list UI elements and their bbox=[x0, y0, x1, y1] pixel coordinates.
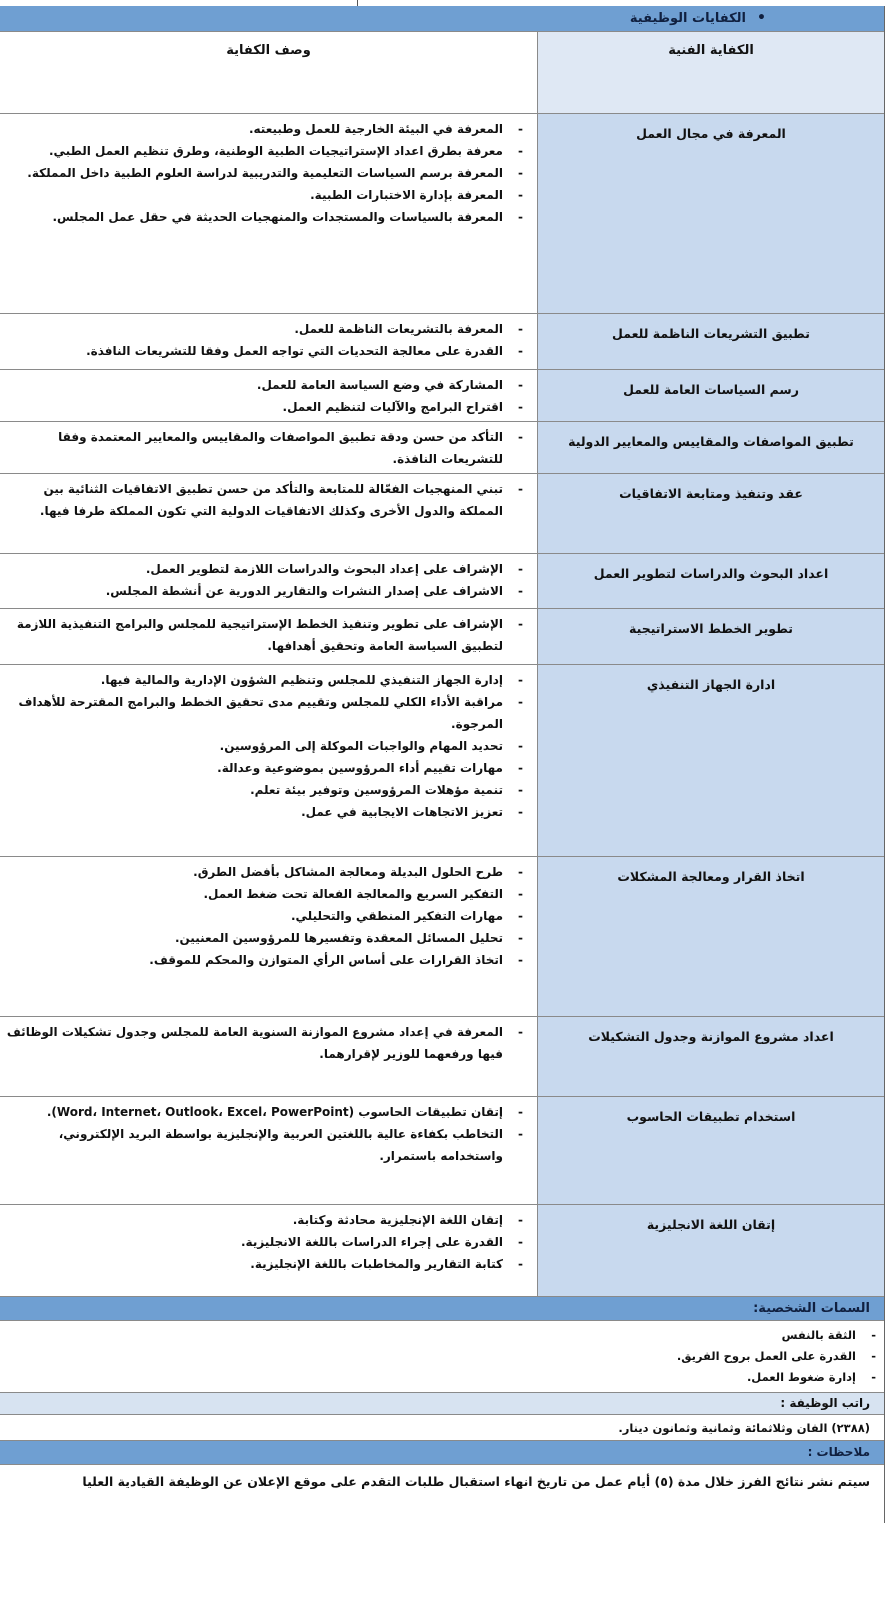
table-row bbox=[0, 857, 884, 1017]
table-row bbox=[0, 314, 884, 370]
competency-sheet bbox=[0, 6, 885, 1523]
traits-list bbox=[0, 1321, 884, 1393]
table-row bbox=[0, 370, 884, 422]
skill-description bbox=[0, 114, 537, 313]
skill-name: عقد وتنفيذ ومتابعة الاتفاقيات bbox=[537, 474, 884, 553]
column-header-description: وصف الكفاية bbox=[226, 43, 311, 58]
list-item: - المعرفة بإدارة الاختبارات الطبية. bbox=[6, 184, 531, 206]
list-item: - التفكير السريع والمعالجة الفعالة تحت ضغط العمل. bbox=[6, 883, 531, 905]
notes-title: ملاحظات : bbox=[807, 1445, 870, 1459]
skill-description bbox=[0, 422, 537, 473]
skill-name: إتقان اللغة الانجليزية bbox=[537, 1205, 884, 1296]
list-item: - كتابة التقارير والمخاطبات باللغة الإنجليزية. bbox=[6, 1253, 531, 1275]
table-row bbox=[0, 474, 884, 554]
traits-title: السمات الشخصية: bbox=[753, 1301, 870, 1316]
salary-text: (٢٣٨٨) الفان وثلاثمائة وثمانية وثمانون دينار. bbox=[618, 1421, 870, 1435]
list-item: - مهارات التفكير المنطقي والتحليلي. bbox=[6, 905, 531, 927]
table-row bbox=[0, 422, 884, 474]
list-item: - إتقان تطبيقات الحاسوب (Word، Internet، Outlook، Excel، PowerPoint). bbox=[6, 1101, 531, 1123]
salary-title: راتب الوظيفة : bbox=[780, 1396, 870, 1410]
notes-row bbox=[0, 1465, 884, 1523]
salary-row bbox=[0, 1415, 884, 1441]
skill-description bbox=[0, 665, 537, 856]
list-item: - المعرفة في البيئة الخارجية للعمل وطبيعته. bbox=[6, 118, 531, 140]
list-item: - القدرة على إجراء الدراسات باللغة الانجليزية. bbox=[6, 1231, 531, 1253]
list-item: - المعرفة بالتشريعات الناظمة للعمل. bbox=[6, 318, 531, 340]
table-row bbox=[0, 554, 884, 609]
list-item: - إدارة ضغوط العمل. bbox=[0, 1367, 884, 1388]
list-item: - القدرة على العمل بروح الفريق. bbox=[0, 1346, 884, 1367]
skill-description bbox=[0, 314, 537, 369]
table-row bbox=[0, 114, 884, 314]
section-title: الكفايات الوظيفية bbox=[629, 11, 746, 26]
skill-description bbox=[0, 609, 537, 664]
skill-description bbox=[0, 474, 537, 553]
list-item: - التأكد من حسن ودقة تطبيق المواصفات والمقاييس والمعايير المعتمدة وفقا للتشريعات النافذة. bbox=[6, 426, 531, 470]
list-item: - مهارات تقييم أداء المرؤوسين بموضوعية وعدالة. bbox=[6, 757, 531, 779]
table-row bbox=[0, 665, 884, 857]
list-item: - المشاركة في وضع السياسة العامة للعمل. bbox=[6, 374, 531, 396]
skill-name: تطوير الخطط الاستراتيجية bbox=[537, 609, 884, 664]
notes-text: سيتم نشر نتائج الفرز خلال مدة (٥) أيام عمل من تاريخ انهاء استقبال طلبات التقدم على موقع الإعلان عن الوظيفة القيادية العليا bbox=[82, 1474, 870, 1489]
skill-name: اعداد البحوث والدراسات لتطوير العمل bbox=[537, 554, 884, 608]
list-item: - تعزيز الاتجاهات الايجابية في عمل. bbox=[6, 801, 531, 823]
skill-description bbox=[0, 554, 537, 608]
list-item: - مراقبة الأداء الكلي للمجلس وتقييم مدى تحقيق الخطط والبرامج المقترحة للأهداف المرجوة. bbox=[6, 691, 531, 735]
skill-name: تطبيق المواصفات والمقاييس والمعايير الدولية bbox=[537, 422, 884, 473]
list-item: - إدارة الجهاز التنفيذي للمجلس وتنظيم الشؤون الإدارية والمالية فيها. bbox=[6, 669, 531, 691]
list-item: - التخاطب بكفاءة عالية باللغتين العربية والإنجليزية بواسطة البريد الإلكتروني، واستخدامه باستمرار. bbox=[6, 1123, 531, 1167]
skill-name: اعداد مشروع الموازنة وجدول التشكيلات bbox=[537, 1017, 884, 1096]
list-item: - الاشراف على إصدار النشرات والتقارير الدورية عن أنشطة المجلس. bbox=[6, 580, 531, 602]
list-item: - تبني المنهجيات الفعّالة للمتابعة والتأكد من حسن تطبيق الاتفاقيات الثنائية بين المملكة والدول الأخرى وكذلك الاتفاقيات الدولية التي تكون المملكة طرفا فيها. bbox=[6, 478, 531, 522]
skill-description bbox=[0, 1097, 537, 1204]
skill-description bbox=[0, 857, 537, 1016]
list-item: - اتخاذ القرارات على أساس الرأي المتوازن والمحكم للموقف. bbox=[6, 949, 531, 971]
table-row bbox=[0, 1017, 884, 1097]
table-header bbox=[0, 32, 884, 114]
notes-header bbox=[0, 1441, 884, 1465]
list-item: - الثقة بالنفس bbox=[0, 1325, 884, 1346]
table-row bbox=[0, 1205, 884, 1297]
skill-description bbox=[0, 1205, 537, 1296]
list-item: - القدرة على معالجة التحديات التي تواجه العمل وفقا للتشريعات النافذة. bbox=[6, 340, 531, 362]
skill-name: ادارة الجهاز التنفيذي bbox=[537, 665, 884, 856]
list-item: - المعرفة برسم السياسات التعليمية والتدريبية لدراسة العلوم الطبية داخل المملكة. bbox=[6, 162, 531, 184]
list-item: - الإشراف على تطوير وتنفيذ الخطط الإستراتيجية للمجلس والبرامج التنفيذية اللازمة لتطبيق السياسة العامة وتحقيق أهدافها. bbox=[6, 613, 531, 657]
list-item: - طرح الحلول البديلة ومعالجة المشاكل بأفضل الطرق. bbox=[6, 861, 531, 883]
list-item: - الإشراف على إعداد البحوث والدراسات اللازمة لتطوير العمل. bbox=[6, 558, 531, 580]
bullet-icon: • bbox=[757, 10, 766, 26]
list-item: - المعرفة بالسياسات والمستجدات والمنهجيات الحديثة في حقل عمل المجلس. bbox=[6, 206, 531, 228]
skill-name: اتخاذ القرار ومعالجة المشكلات bbox=[537, 857, 884, 1016]
list-item: - معرفة بطرق اعداد الإستراتيجيات الطبية الوطنية، وطرق تنظيم العمل الطبي. bbox=[6, 140, 531, 162]
table-row bbox=[0, 609, 884, 665]
skill-name: المعرفة في مجال العمل bbox=[537, 114, 884, 313]
list-item: - المعرفة في إعداد مشروع الموازنة السنوية العامة للمجلس وجدول تشكيلات الوظائف فيها ورفعهما للوزير لإقرارهما. bbox=[6, 1021, 531, 1065]
skill-description bbox=[0, 1017, 537, 1096]
column-header-skill: الكفاية الفنية bbox=[537, 32, 884, 113]
list-item: - اقتراح البرامج والآليات لتنظيم العمل. bbox=[6, 396, 531, 418]
section-header bbox=[0, 6, 884, 32]
list-item: - تحديد المهام والواجبات الموكلة إلى المرؤوسين. bbox=[6, 735, 531, 757]
list-item: - تحليل المسائل المعقدة وتفسيرها للمرؤوسين المعنيين. bbox=[6, 927, 531, 949]
skill-name: استخدام تطبيقات الحاسوب bbox=[537, 1097, 884, 1204]
skill-name: رسم السياسات العامة للعمل bbox=[537, 370, 884, 421]
traits-header bbox=[0, 1297, 884, 1321]
salary-header bbox=[0, 1393, 884, 1415]
skill-description bbox=[0, 370, 537, 421]
skill-name: تطبيق التشريعات الناظمة للعمل bbox=[537, 314, 884, 369]
list-item: - تنمية مؤهلات المرؤوسين وتوفير بيئة تعلم. bbox=[6, 779, 531, 801]
table-row bbox=[0, 1097, 884, 1205]
list-item: - إتقان اللغة الإنجليزية محادثة وكتابة. bbox=[6, 1209, 531, 1231]
